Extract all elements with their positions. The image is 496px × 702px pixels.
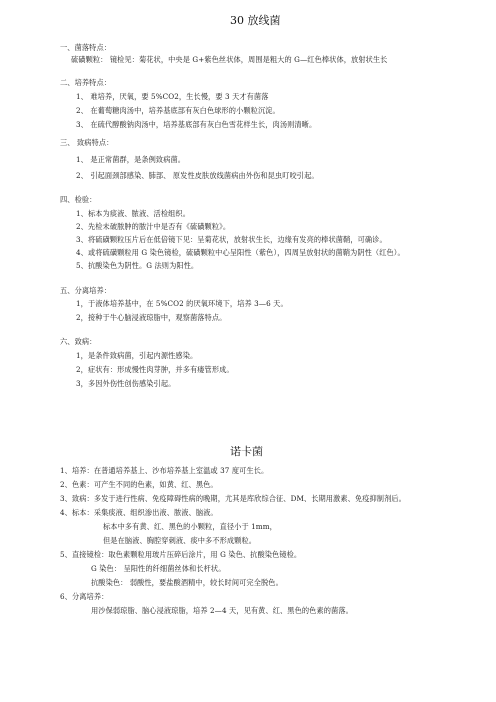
- n-line-5: 标本中多有黄、红、黑色的小颗粒，直径小于 1mm，: [103, 522, 277, 531]
- n-line-10: 6、分离培养：: [60, 592, 109, 601]
- s4-heading: 四、检验：: [60, 195, 97, 204]
- n-line-6: 但是在脑液、胸腔穿刺液、痰中多不形成颗粒。: [103, 536, 257, 545]
- s2-heading: 二、培养特点：: [60, 78, 112, 87]
- n-line-4: 4、标本：采集痰液、组织渗出液、脓液、脑液。: [60, 508, 218, 517]
- s4-item-5: 5、抗酸染色为阴性。G 法则为阳性。: [76, 261, 199, 270]
- n-line-8: G 染色： 呈阳性的纤细菌丝体和长杆状。: [91, 564, 226, 573]
- s3-item-2: 2、 引起面颈部感染、肺部、 原发性皮肤放线菌病由外伤和昆虫叮咬引起。: [76, 171, 319, 180]
- s6-heading: 六、致病：: [60, 337, 97, 346]
- s4-item-4: 4、或将硫磺颗粒用 G 染色镜检，硫磺颗粒中心呈阳性（紫色），四周呈放射状的菌鞘为阴性（红色）。: [76, 248, 405, 257]
- s4-item-3: 3、将硫磺颗粒压片后在低倍镜下见：呈菊花状，放射状生长，边缘有发亮的棒状菌鞘，可确诊。: [76, 235, 387, 244]
- n-line-11: 用沙保弱琼脂、脑心浸液琼脂，培养 2—4 天，见有黄、红、黑色的色素的菌落。: [91, 606, 353, 615]
- n-line-9: 抗酸染色： 弱酸性，要盐酸酒精中，较长时间可完全脱色。: [91, 578, 283, 587]
- s2-item-2: 2、 在葡萄糖肉汤中，培养基底部有灰白色球形的小颗粒沉淀。: [76, 106, 280, 115]
- s6-item-1: 1，是条件致病菌，引起内源性感染。: [76, 351, 198, 360]
- s4-item-2: 2、先检未破脓肿的脓汁中是否有《硫磺颗粒》。: [76, 222, 231, 231]
- n-line-7: 5、直接镜检：取色素颗粒用玻片压碎后涂片，用 G 染色、抗酸染色镜检。: [60, 550, 302, 559]
- s1-heading: 一、菌落特点：: [60, 43, 112, 52]
- s4-item-1: 1、标本为痰液、脓液、活检组织。: [76, 209, 190, 218]
- s3-heading: 三、 致病特点：: [60, 138, 114, 147]
- s2-item-3: 3、 在硫代醇酸钠肉汤中，培养基底部有灰白色雪花样生长，肉汤则清晰。: [76, 120, 317, 129]
- s6-item-3: 3，多因外伤性创伤感染引起。: [76, 379, 176, 388]
- s5-item-1: 1，于液体培养基中，在 5%CO2 的厌氧环境下，培养 3—6 天。: [76, 299, 288, 308]
- s5-heading: 五、分离培养：: [60, 286, 112, 295]
- title-nocardia: 诺卡菌: [230, 445, 263, 458]
- title-actinomyces: 30 放线菌: [230, 14, 281, 27]
- s3-item-1: 1、 是正常菌群，是条例致病菌。: [76, 155, 186, 164]
- n-line-2: 2、色素：可产生不同的色素，如黄、红、黑色。: [60, 480, 218, 489]
- n-line-3: 3、致病：多发于进行性病、免疫障碍性病的晚期，尤其是库欣综合征、DM、长期用激素、免疫抑制剂后。: [60, 494, 406, 503]
- n-line-1: 1、培养：在普通培养基上、沙布培养基上室温或 37 度可生长。: [60, 466, 269, 475]
- s2-item-1: 1、 难培养，厌氧，要 5%CO2，生长慢，要 3 天才有菌落: [76, 92, 269, 101]
- s5-item-2: 2，接种于牛心脑浸液琼脂中，观察菌落特点。: [76, 313, 227, 322]
- s6-item-2: 2，症状有：形成慢性肉芽肿，并多有瘘管形成。: [76, 365, 234, 374]
- s1-line: 硫磺颗粒： 镜检见：菊花状，中央是 G+紫色丝状体，周围是粗大的 G—红色棒状体，放射状生长: [71, 55, 388, 64]
